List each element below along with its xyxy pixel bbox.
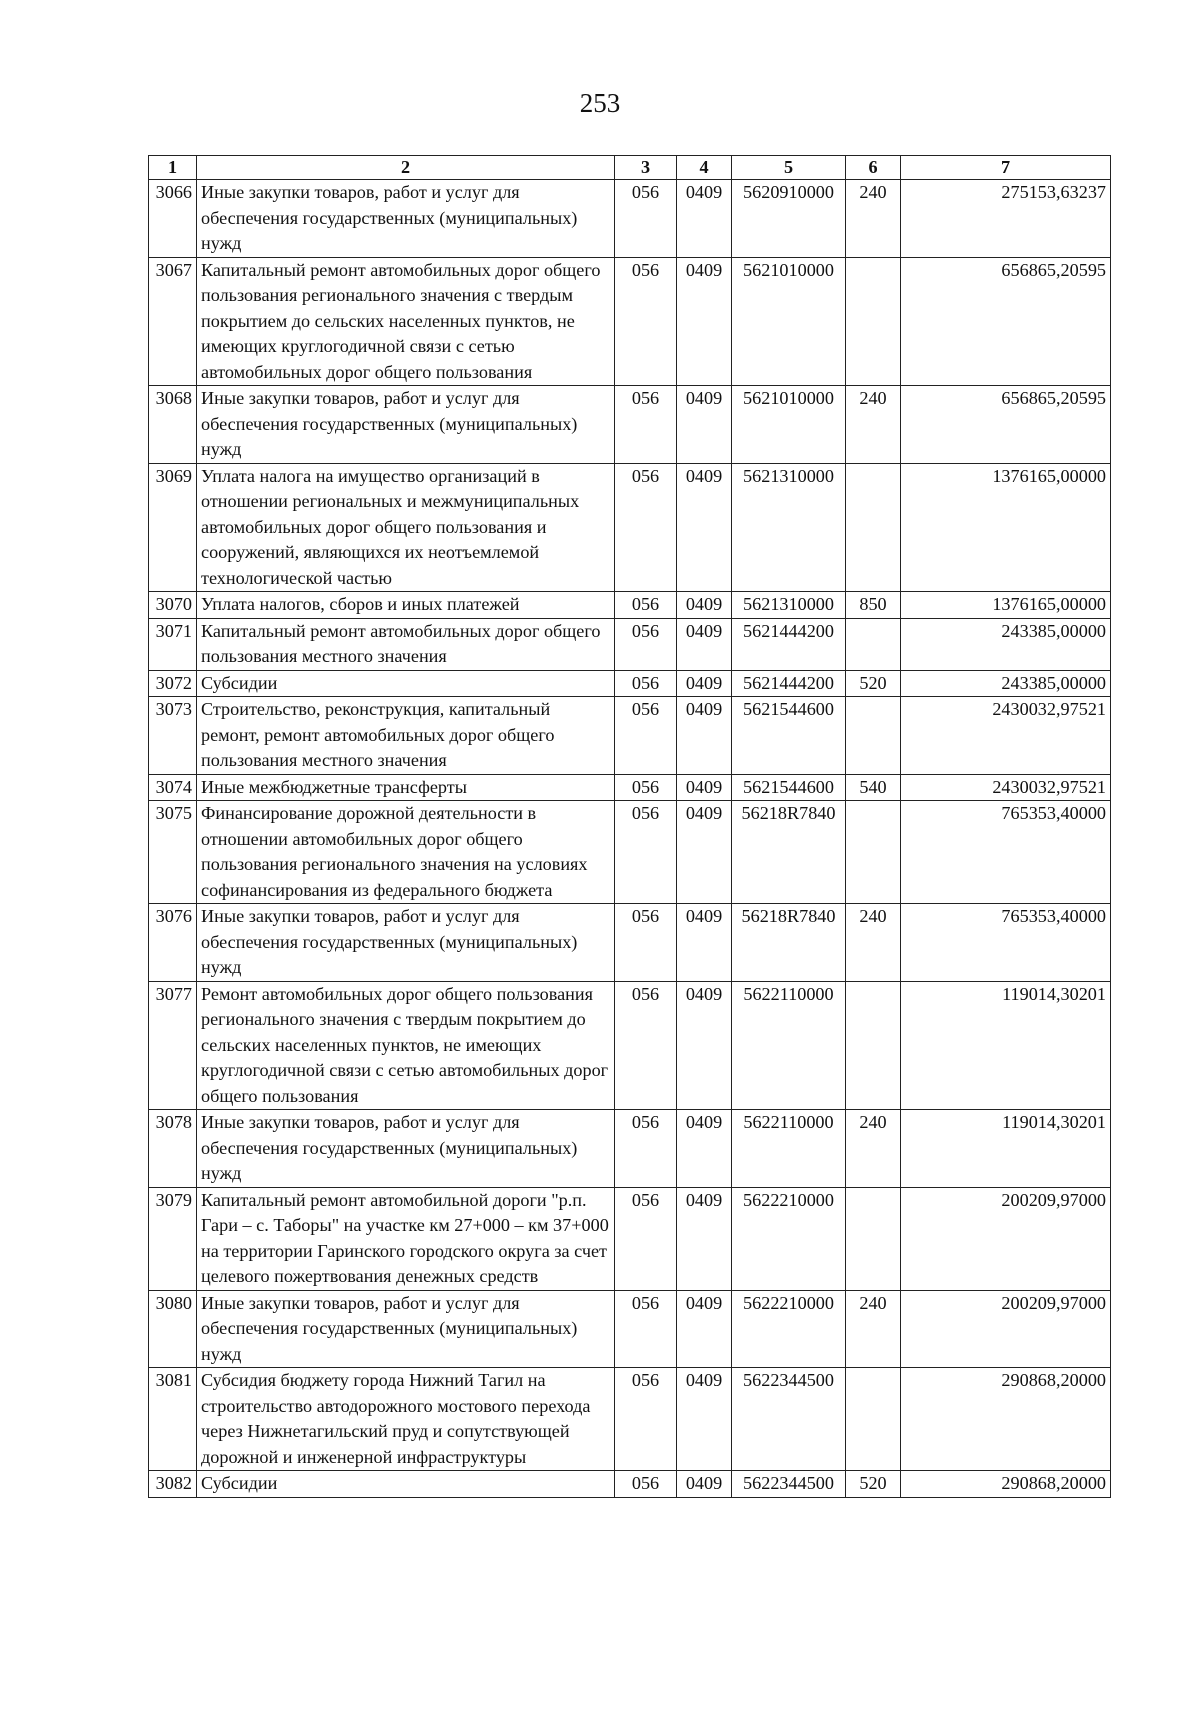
table-row [149,670,1111,697]
amount-cell: 290868,20000 [901,1471,1111,1498]
description-cell: Иные закупки товаров, работ и услуг для обеспечения государственных (муниципальных) нужд [197,1290,615,1368]
expense-type-cell [846,618,901,670]
target-article-cell: 5621444200 [732,618,846,670]
expense-type-cell: 240 [846,180,901,258]
description-cell: Иные закупки товаров, работ и услуг для обеспечения государственных (муниципальных) нужд [197,386,615,464]
table-row [149,1368,1111,1471]
description-cell: Иные закупки товаров, работ и услуг для обеспечения государственных (муниципальных) нужд [197,904,615,982]
row-number-cell: 3081 [149,1368,197,1471]
expense-type-cell [846,1187,901,1290]
section-code-cell: 0409 [677,1187,732,1290]
amount-cell: 200209,97000 [901,1187,1111,1290]
target-article-cell: 5622344500 [732,1471,846,1498]
admin-code-cell: 056 [615,981,677,1110]
admin-code-cell: 056 [615,1290,677,1368]
description-cell: Иные закупки товаров, работ и услуг для обеспечения государственных (муниципальных) нужд [197,180,615,258]
description-cell: Уплата налога на имущество организаций в отношении региональных и межмуниципальных автомобильных дорог общего пользования и сооружений, являющихся их неотъемлемой технологической частью [197,463,615,592]
header-cell: 2 [197,156,615,180]
amount-cell: 656865,20595 [901,386,1111,464]
expense-type-cell [846,1368,901,1471]
expense-type-cell [846,463,901,592]
target-article-cell: 5621544600 [732,774,846,801]
section-code-cell: 0409 [677,670,732,697]
expense-type-cell: 540 [846,774,901,801]
amount-cell: 765353,40000 [901,904,1111,982]
table-row [149,618,1111,670]
row-number-cell: 3080 [149,1290,197,1368]
table-row [149,1110,1111,1188]
amount-cell: 200209,97000 [901,1290,1111,1368]
admin-code-cell: 056 [615,1368,677,1471]
header-cell: 5 [732,156,846,180]
target-article-cell: 5621544600 [732,697,846,775]
description-cell: Ремонт автомобильных дорог общего пользования регионального значения с твердым покрытием до сельских населенных пунктов, не имеющих круглогодичной связи с сетью автомобильных дорог общего пользования [197,981,615,1110]
table-row [149,904,1111,982]
section-code-cell: 0409 [677,801,732,904]
header-row [149,156,1111,180]
row-number-cell: 3066 [149,180,197,258]
amount-cell: 290868,20000 [901,1368,1111,1471]
row-number-cell: 3074 [149,774,197,801]
target-article-cell: 56218R7840 [732,801,846,904]
table-row [149,1187,1111,1290]
admin-code-cell: 056 [615,904,677,982]
admin-code-cell: 056 [615,386,677,464]
table-row [149,257,1111,386]
admin-code-cell: 056 [615,801,677,904]
admin-code-cell: 056 [615,670,677,697]
target-article-cell: 5621010000 [732,257,846,386]
amount-cell: 119014,30201 [901,981,1111,1110]
section-code-cell: 0409 [677,592,732,619]
target-article-cell: 5621444200 [732,670,846,697]
description-cell: Иные межбюджетные трансферты [197,774,615,801]
section-code-cell: 0409 [677,180,732,258]
expense-type-cell: 240 [846,386,901,464]
row-number-cell: 3069 [149,463,197,592]
amount-cell: 243385,00000 [901,618,1111,670]
description-cell: Капитальный ремонт автомобильной дороги "р.п. Гари – с. Таборы" на участке км 27+000 – км 37+000 на территории Гаринского городского округа за счет целевого пожертвования денежных средств [197,1187,615,1290]
expense-type-cell [846,801,901,904]
amount-cell: 2430032,97521 [901,774,1111,801]
row-number-cell: 3068 [149,386,197,464]
amount-cell: 1376165,00000 [901,463,1111,592]
table-row [149,697,1111,775]
section-code-cell: 0409 [677,618,732,670]
target-article-cell: 56218R7840 [732,904,846,982]
expense-type-cell [846,257,901,386]
amount-cell: 243385,00000 [901,670,1111,697]
section-code-cell: 0409 [677,774,732,801]
expense-type-cell: 520 [846,1471,901,1498]
description-cell: Субсидия бюджету города Нижний Тагил на строительство автодорожного мостового перехода через Нижнетагильский пруд и сопутствующей дорожной и инженерной инфраструктуры [197,1368,615,1471]
description-cell: Субсидии [197,1471,615,1498]
expense-type-cell: 240 [846,1290,901,1368]
header-cell: 4 [677,156,732,180]
section-code-cell: 0409 [677,697,732,775]
description-cell: Иные закупки товаров, работ и услуг для обеспечения государственных (муниципальных) нужд [197,1110,615,1188]
description-cell: Капитальный ремонт автомобильных дорог общего пользования регионального значения с твердым покрытием до сельских населенных пунктов, не имеющих круглогодичной связи с сетью автомобильных дорог общего пользования [197,257,615,386]
table-row [149,180,1111,258]
description-cell: Субсидии [197,670,615,697]
section-code-cell: 0409 [677,981,732,1110]
description-cell: Строительство, реконструкция, капитальный ремонт, ремонт автомобильных дорог общего пользования местного значения [197,697,615,775]
table-row [149,592,1111,619]
description-cell: Капитальный ремонт автомобильных дорог общего пользования местного значения [197,618,615,670]
section-code-cell: 0409 [677,1290,732,1368]
section-code-cell: 0409 [677,1110,732,1188]
target-article-cell: 5622210000 [732,1290,846,1368]
target-article-cell: 5620910000 [732,180,846,258]
row-number-cell: 3070 [149,592,197,619]
section-code-cell: 0409 [677,257,732,386]
amount-cell: 656865,20595 [901,257,1111,386]
table-row [149,981,1111,1110]
target-article-cell: 5622210000 [732,1187,846,1290]
row-number-cell: 3079 [149,1187,197,1290]
admin-code-cell: 056 [615,180,677,258]
section-code-cell: 0409 [677,1471,732,1498]
expense-type-cell: 850 [846,592,901,619]
amount-cell: 2430032,97521 [901,697,1111,775]
table-row [149,1471,1111,1498]
expense-type-cell: 520 [846,670,901,697]
row-number-cell: 3073 [149,697,197,775]
table-body [149,180,1111,1498]
admin-code-cell: 056 [615,592,677,619]
table-row [149,463,1111,592]
admin-code-cell: 056 [615,257,677,386]
table-row [149,386,1111,464]
admin-code-cell: 056 [615,1187,677,1290]
target-article-cell: 5622110000 [732,981,846,1110]
target-article-cell: 5622344500 [732,1368,846,1471]
admin-code-cell: 056 [615,1471,677,1498]
admin-code-cell: 056 [615,463,677,592]
row-number-cell: 3076 [149,904,197,982]
table-row [149,1290,1111,1368]
table-row [149,774,1111,801]
target-article-cell: 5621010000 [732,386,846,464]
admin-code-cell: 056 [615,618,677,670]
header-cell: 7 [901,156,1111,180]
section-code-cell: 0409 [677,1368,732,1471]
row-number-cell: 3078 [149,1110,197,1188]
row-number-cell: 3067 [149,257,197,386]
section-code-cell: 0409 [677,463,732,592]
expense-type-cell [846,697,901,775]
row-number-cell: 3082 [149,1471,197,1498]
row-number-cell: 3072 [149,670,197,697]
section-code-cell: 0409 [677,386,732,464]
admin-code-cell: 056 [615,1110,677,1188]
header-cell: 3 [615,156,677,180]
amount-cell: 765353,40000 [901,801,1111,904]
amount-cell: 1376165,00000 [901,592,1111,619]
admin-code-cell: 056 [615,697,677,775]
header-cell: 6 [846,156,901,180]
amount-cell: 275153,63237 [901,180,1111,258]
row-number-cell: 3075 [149,801,197,904]
description-cell: Уплата налогов, сборов и иных платежей [197,592,615,619]
amount-cell: 119014,30201 [901,1110,1111,1188]
page-number: 253 [579,88,621,118]
target-article-cell: 5622110000 [732,1110,846,1188]
row-number-cell: 3077 [149,981,197,1110]
admin-code-cell: 056 [615,774,677,801]
description-cell: Финансирование дорожной деятельности в отношении автомобильных дорог общего пользования регионального значения на условиях софинансирования из федерального бюджета [197,801,615,904]
expense-type-cell: 240 [846,1110,901,1188]
row-number-cell: 3071 [149,618,197,670]
expense-type-cell [846,981,901,1110]
table-row [149,801,1111,904]
expense-type-cell: 240 [846,904,901,982]
target-article-cell: 5621310000 [732,592,846,619]
budget-table [148,155,1111,1498]
header-cell: 1 [149,156,197,180]
target-article-cell: 5621310000 [732,463,846,592]
section-code-cell: 0409 [677,904,732,982]
